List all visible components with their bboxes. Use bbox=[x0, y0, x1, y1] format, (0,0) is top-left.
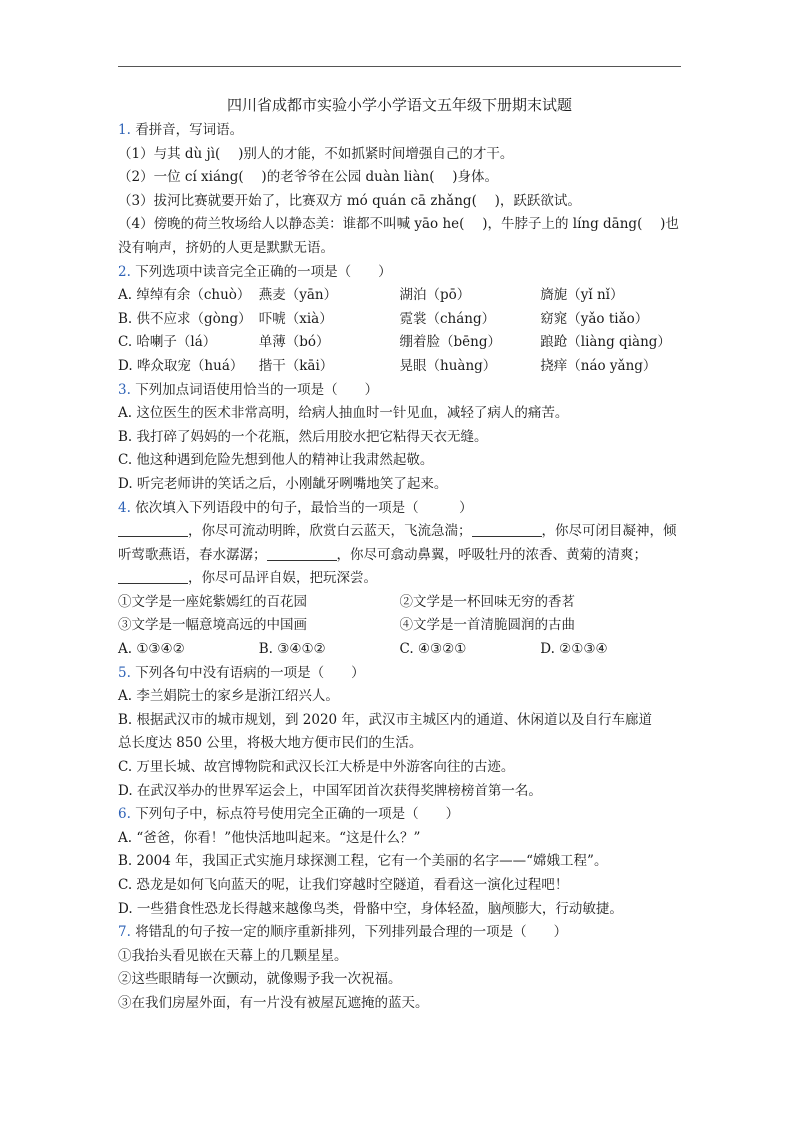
question-line: 总长度达 850 公里，将极大地方便市民们的生活。 bbox=[118, 735, 423, 752]
header-rule bbox=[118, 66, 681, 67]
question-line: A. “爸爸，你看！”他快活地叫起来。“这是什么？” bbox=[118, 829, 421, 846]
question-line: ②这些眼睛每一次颤动，就像赐予我一次祝福。 bbox=[118, 971, 402, 988]
option-cell: C. 哈喇子（lá） bbox=[118, 334, 217, 351]
sentence-option: ②文学是一杯回味无穷的香茗 bbox=[399, 593, 575, 610]
question-stem: 看拼音，写词语。 bbox=[135, 122, 244, 138]
question-line: 没有响声，挤奶的人更是默默无语。 bbox=[118, 239, 334, 256]
option-cell: 湖泊（pō） bbox=[399, 287, 471, 304]
question-line: ①我抬头看见嵌在天幕上的几颗星星。 bbox=[118, 947, 348, 964]
question-line: B. 我打碎了妈妈的一个花瓶，然后用胶水把它粘得天衣无缝。 bbox=[118, 428, 488, 445]
answer-blank[interactable] bbox=[472, 521, 542, 537]
question-stem: 依次填入下列语段中的句子，最恰当的一项是（ ） bbox=[135, 499, 473, 516]
question-line: C. 万里长城、故宫博物院和武汉长江大桥是中外游客向往的古迹。 bbox=[118, 759, 515, 776]
question-number: 5. bbox=[118, 664, 131, 681]
question-stem: 将错乱的句子按一定的顺序重新排列，下列排列最合理的一项是（ ） bbox=[135, 924, 568, 941]
answer-blank[interactable] bbox=[118, 568, 188, 584]
option-cell: 单薄（bó） bbox=[258, 334, 330, 351]
choice-row bbox=[118, 638, 681, 662]
question-number: 3. bbox=[118, 381, 131, 398]
question-number: 7. bbox=[118, 924, 131, 941]
answer-choice: D. ②①③④ bbox=[540, 641, 608, 658]
option-cell: 晃眼（huàng） bbox=[399, 357, 497, 374]
option-cell: 挠痒（náo yǎng） bbox=[540, 357, 657, 374]
question-line: ③在我们房屋外面，有一片没有被屋瓦遮掩的蓝天。 bbox=[118, 994, 429, 1011]
question-line: （2）一位 cí xiáng( )的老爷爷在公园 duàn liàn( )身体。 bbox=[118, 169, 499, 186]
answer-blank[interactable] bbox=[118, 521, 188, 537]
option-row bbox=[118, 355, 681, 379]
question-line: C. 他这种遇到危险先想到他人的精神让我肃然起敬。 bbox=[118, 452, 434, 469]
answer-choice: C. ④③②① bbox=[399, 641, 467, 658]
question-6 bbox=[118, 803, 681, 921]
question-number: 6. bbox=[118, 806, 131, 823]
answer-blank[interactable] bbox=[267, 545, 337, 561]
question-stem: 下列句子中，标点符号使用完全正确的一项是（ ） bbox=[135, 806, 460, 823]
question-line: （4）傍晚的荷兰牧场给人以静态美：谁都不叫喊 yāo he( )，牛脖子上的 líng dāng( )也 bbox=[118, 216, 679, 233]
option-row bbox=[118, 308, 681, 332]
question-stem: 下列选项中读音完全正确的一项是（ ） bbox=[135, 263, 392, 280]
sentence-option: ③文学是一幅意境高远的中国画 bbox=[118, 617, 307, 634]
page-title: 四川省成都市实验小学小学语文五年级下册期末试题 bbox=[226, 96, 572, 114]
option-cell: 霓裳（cháng） bbox=[399, 310, 496, 327]
question-stem: 下列加点词语使用恰当的一项是（ ） bbox=[135, 381, 379, 398]
question-line: B. 根据武汉市的城市规划，到 2020 年，武汉市主城区内的通道、休闲道以及自行车廊道 bbox=[118, 711, 652, 728]
sentence-row bbox=[118, 614, 681, 638]
question-5 bbox=[118, 662, 681, 804]
question-7 bbox=[118, 921, 681, 1015]
question-1 bbox=[118, 119, 681, 261]
sentence-option: ①文学是一座姹紫嫣红的百花园 bbox=[118, 593, 307, 610]
option-cell: D. 哗众取宠（huá） bbox=[118, 357, 244, 374]
answer-choice: B. ③④①② bbox=[258, 641, 326, 658]
option-cell: 旖旎（yǐ nǐ） bbox=[540, 287, 624, 304]
question-line: D. 一些猎食性恐龙长得越来越像鸟类，骨骼中空，身体轻盈，脑颅膨大，行动敏捷。 bbox=[118, 900, 623, 917]
question-3 bbox=[118, 379, 681, 497]
option-cell: 绷着脸（bēng） bbox=[399, 334, 501, 351]
question-line: A. 这位医生的医术非常高明，给病人抽血时一针见血，减轻了病人的痛苦。 bbox=[118, 405, 569, 422]
question-line: B. 2004 年，我国正式实施月球探测工程，它有一个美丽的名字——“嫦娥工程”。 bbox=[118, 853, 608, 870]
question-number: 2. bbox=[118, 263, 131, 280]
question-line: C. 恐龙是如何飞向蓝天的呢，让我们穿越时空隧道，看看这一演化过程吧！ bbox=[118, 877, 569, 893]
question-2 bbox=[118, 261, 681, 379]
option-row bbox=[118, 331, 681, 355]
question-line: （3）拔河比赛就要开始了，比赛双方 mó quán cā zhǎng( )，跃跃欲试。 bbox=[118, 192, 581, 209]
answer-choice: A. ①③④② bbox=[118, 641, 185, 658]
sentence-row bbox=[118, 591, 681, 615]
sentence-option: ④文学是一首清脆圆润的古曲 bbox=[399, 617, 575, 634]
exam-page bbox=[118, 93, 681, 1016]
question-line: A. 李兰娟院士的家乡是浙江绍兴人。 bbox=[118, 688, 339, 705]
question-line: D. 听完老师讲的笑话之后，小刚龇牙咧嘴地笑了起来。 bbox=[118, 475, 448, 492]
option-cell: 揩干（kāi） bbox=[258, 357, 334, 374]
question-4 bbox=[118, 497, 681, 662]
option-row bbox=[118, 284, 681, 308]
option-cell: 踉跄（liàng qiàng） bbox=[540, 334, 671, 351]
question-stem: 下列各句中没有语病的一项是（ ） bbox=[135, 664, 365, 681]
option-cell: B. 供不应求（gòng） bbox=[118, 310, 252, 327]
question-number: 1. bbox=[118, 122, 131, 138]
option-cell: 窈窕（yǎo tiǎo） bbox=[540, 310, 649, 327]
option-cell: 吓唬（xià） bbox=[258, 310, 333, 327]
question-number: 4. bbox=[118, 499, 131, 516]
option-cell: A. 绰绰有余（chuò） bbox=[118, 287, 251, 304]
option-cell: 燕麦（yān） bbox=[258, 287, 338, 304]
fill-blank-passage: ，你尽可流动明眸，欣赏白云蓝天，飞流急湍； ，你尽可闭目凝神，倾听莺歌燕语，春水潺潺； ，你尽可翕动鼻翼，呼吸牡丹的浓香、黄菊的清爽；，你尽可品评自娱，把玩深尝。 bbox=[118, 523, 677, 587]
question-line: （1）与其 dù jì( )别人的才能，不如抓紧时间增强自己的才干。 bbox=[118, 145, 514, 162]
question-line: D. 在武汉举办的世界军运会上，中国军团首次获得奖牌榜榜首第一名。 bbox=[118, 782, 542, 799]
